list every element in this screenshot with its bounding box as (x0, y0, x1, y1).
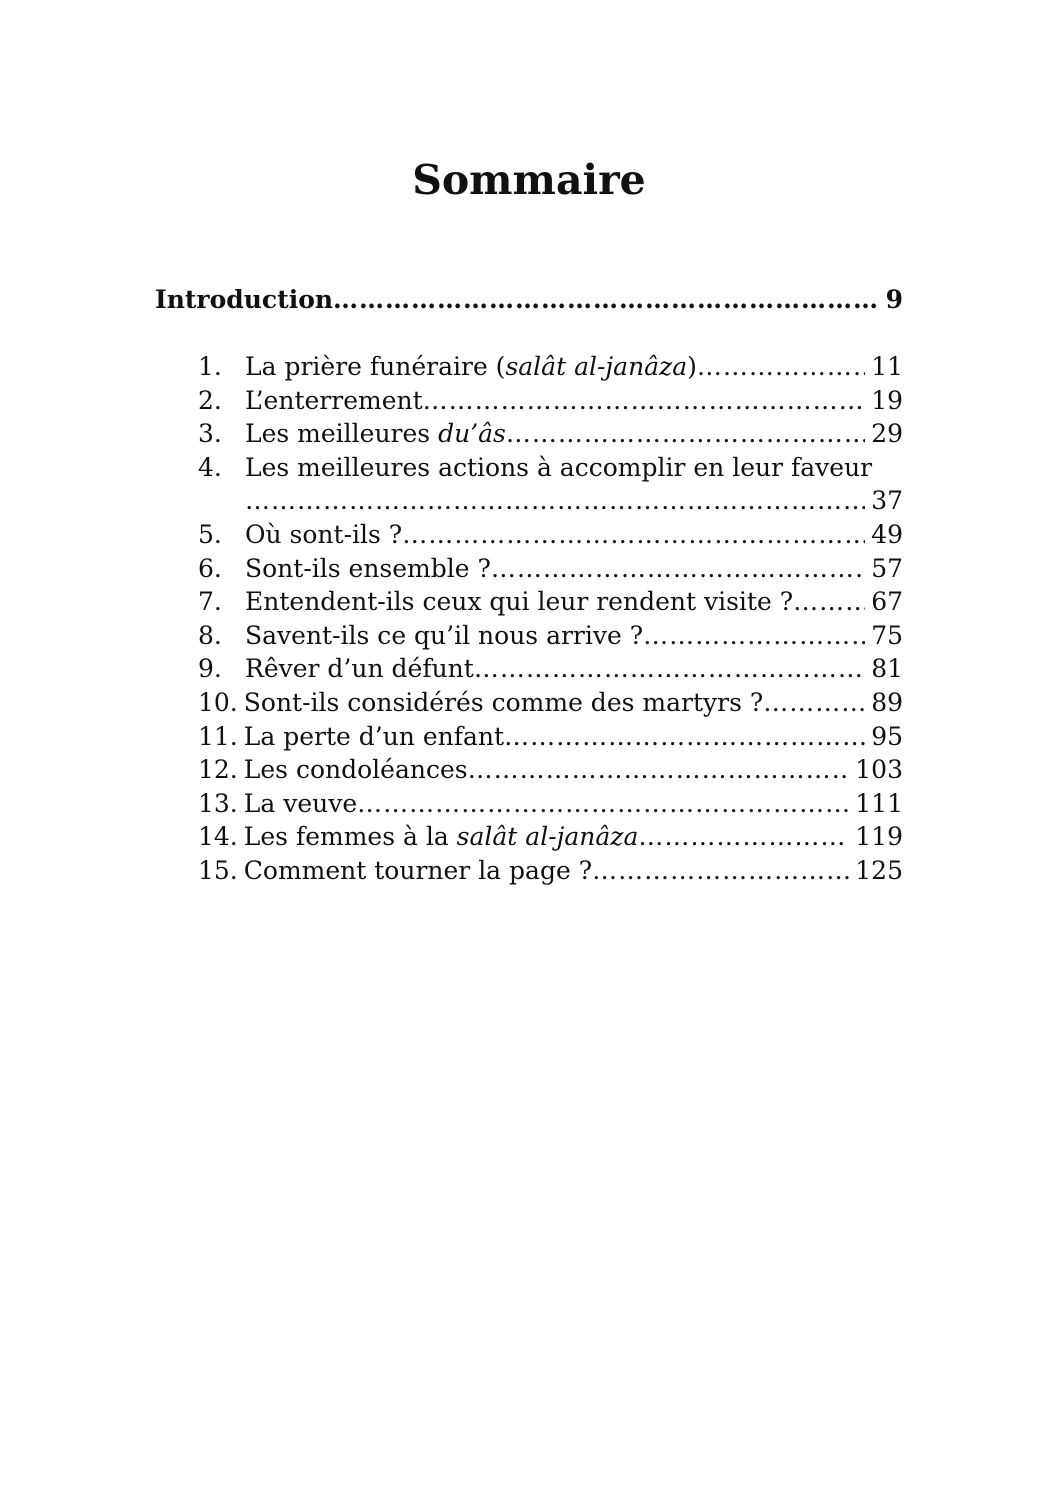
dot-leader (402, 518, 865, 552)
toc-entry-label: Sont-ils considérés comme des martyrs ? (243, 687, 764, 717)
toc-entry-label: Comment tourner la page ? (243, 855, 593, 885)
toc-entry[interactable] (198, 619, 903, 653)
toc-entry-number: 4. (198, 452, 222, 482)
toc-entry-label: Où sont-ils ? (245, 519, 403, 549)
toc-page-number: 67 (871, 587, 903, 617)
toc-page-number: 9 (885, 285, 903, 314)
toc-entry-label: Les meilleures actions à accomplir en leur faveur (245, 452, 873, 482)
toc-entry-label: L’enterrement (245, 385, 423, 415)
toc-entry[interactable] (198, 854, 903, 888)
toc-entry[interactable] (198, 820, 903, 854)
dot-leader (638, 820, 849, 854)
toc-entry-number: 8. (198, 620, 222, 650)
dot-leader (643, 619, 865, 653)
toc-entry-label: Les meilleures du’âs (245, 419, 506, 449)
toc-page-number: 95 (871, 721, 903, 751)
toc-entry-label: Entendent-ils ceux qui leur rendent visite ? (245, 587, 794, 617)
toc-entry-label: Sont-ils ensemble ? (245, 553, 491, 583)
toc-entry-number: 5. (198, 519, 222, 549)
dot-leader (697, 350, 865, 384)
dot-leader (504, 720, 865, 754)
toc-entry-label: La prière funéraire (salât al-janâza) (245, 352, 697, 381)
toc-entry[interactable] (198, 686, 903, 720)
toc-entry-number: 9. (198, 654, 222, 684)
toc-entry[interactable] (198, 518, 903, 552)
dot-leader (474, 652, 865, 686)
toc-entry[interactable] (198, 787, 903, 821)
toc-entry[interactable] (198, 350, 903, 384)
toc-entry-label: La veuve (243, 788, 358, 818)
toc-page-number: 111 (855, 788, 903, 818)
toc-page-number: 49 (871, 519, 903, 549)
dot-leader (423, 384, 866, 418)
toc-page-number: 57 (871, 553, 903, 583)
toc-entry-number: 12. (198, 755, 238, 785)
page-title: Sommaire (412, 156, 646, 204)
toc-entry[interactable] (198, 585, 903, 619)
toc-entry[interactable] (198, 384, 903, 418)
toc-entry-number: 13. (198, 788, 238, 818)
dot-leader (357, 787, 849, 821)
toc-page-number: 125 (855, 855, 903, 885)
toc-page-number: 37 (871, 486, 903, 516)
dot-leader (468, 753, 850, 787)
toc-entry-number: 1. (198, 352, 222, 381)
toc-entry-label: Rêver d’un défunt (245, 654, 474, 684)
toc-entry[interactable] (198, 451, 903, 485)
toc-entry[interactable] (198, 720, 903, 754)
toc-page-number: 81 (871, 654, 903, 684)
toc-entry-label: La perte d’un enfant (243, 721, 505, 751)
toc-entry-introduction[interactable] (155, 282, 903, 318)
toc-entry-number: 15. (198, 855, 238, 885)
toc-entry-number: 10. (198, 687, 238, 717)
toc-page-number: 75 (871, 620, 903, 650)
toc-entry-number: 7. (198, 587, 222, 617)
toc-page-number: 29 (871, 419, 903, 449)
toc-page-number: 89 (871, 687, 903, 717)
toc-entry[interactable] (198, 552, 903, 586)
toc-page-number: 103 (855, 755, 903, 785)
toc-entry-number: 2. (198, 385, 222, 415)
toc-entry-label: Les femmes à la salât al-janâza (243, 822, 639, 852)
toc-page-number: 11 (871, 352, 903, 381)
toc-entry-number: 14. (198, 822, 238, 852)
toc-entry-number: 6. (198, 553, 222, 583)
toc-page-number: 19 (871, 385, 903, 415)
dot-leader (793, 585, 865, 619)
dot-leader (763, 686, 865, 720)
toc-entry[interactable] (198, 652, 903, 686)
dot-leader (245, 484, 865, 518)
dot-leader (333, 282, 880, 318)
toc-entry-continuation[interactable] (198, 484, 903, 518)
table-of-contents (198, 350, 903, 888)
toc-entry-label: Les condoléances (243, 755, 468, 785)
toc-entry-number: 11. (198, 721, 238, 751)
dot-leader (592, 854, 849, 888)
toc-entry-label: Savent-ils ce qu’il nous arrive ? (245, 620, 644, 650)
toc-entry-label: Introduction (155, 285, 334, 314)
toc-entry-number: 3. (198, 419, 222, 449)
toc-entry[interactable] (198, 753, 903, 787)
toc-page-number: 119 (855, 822, 903, 852)
dot-leader (491, 552, 865, 586)
dot-leader (506, 417, 865, 451)
toc-entry[interactable] (198, 417, 903, 451)
